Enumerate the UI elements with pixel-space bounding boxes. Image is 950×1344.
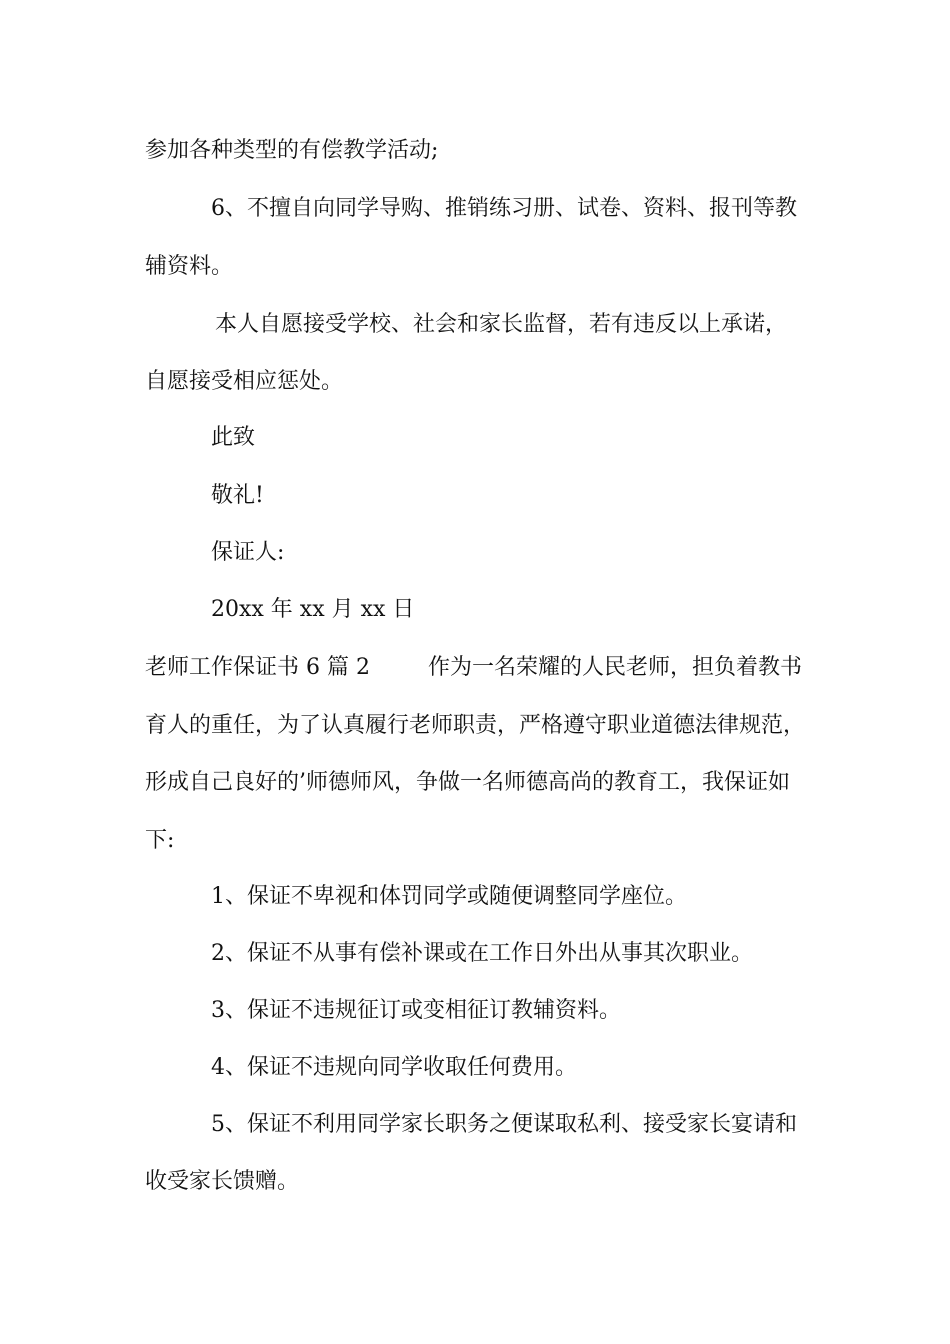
paragraph-line: 下: [145, 828, 175, 853]
paragraph-line: 作为一名荣耀的人民老师，担负着教书 [428, 655, 803, 680]
list-item-2: 2、保证不从事有偿补课或在工作日外出从事其次职业。 [211, 941, 753, 966]
paragraph-line: 育人的重任，为了认真履行老师职责，严格遵守职业道德法律规范， [145, 713, 806, 738]
paragraph-line: 收受家长馈赠。 [145, 1169, 300, 1194]
paragraph-line: 参加各种类型的有偿教学活动; [145, 138, 439, 163]
list-item-3: 3、保证不违规征订或变相征订教辅资料。 [211, 998, 621, 1023]
list-item-5: 5、保证不利用同学家长职务之便谋取私利、接受家长宴请和 [211, 1112, 797, 1137]
list-item-4: 4、保证不违规向同学收取任何费用。 [211, 1055, 577, 1080]
paragraph-line: 自愿接受相应惩处。 [145, 369, 344, 394]
commitment-paragraph: 本人自愿接受学校、社会和家长监督，若有违反以上承诺， [215, 312, 788, 337]
list-item-6: 6、不擅自向同学导购、推销练习册、试卷、资料、报刊等教 [211, 196, 797, 221]
paragraph-line: 形成自己良好的’师德师风，争做一名师德高尚的教育工，我保证如 [145, 770, 790, 795]
list-item-1: 1、保证不卑视和体罚同学或随便调整同学座位。 [211, 884, 687, 909]
date-line: 20xx 年 xx 月 xx 日 [211, 597, 415, 622]
salutation-line: 敬礼! [211, 483, 264, 508]
paragraph-line: 辅资料。 [145, 254, 234, 279]
guarantor-label: 保证人: [211, 540, 285, 565]
section-heading: 老师工作保证书 6 篇 2 [145, 655, 370, 680]
closing-line: 此致 [211, 425, 256, 450]
